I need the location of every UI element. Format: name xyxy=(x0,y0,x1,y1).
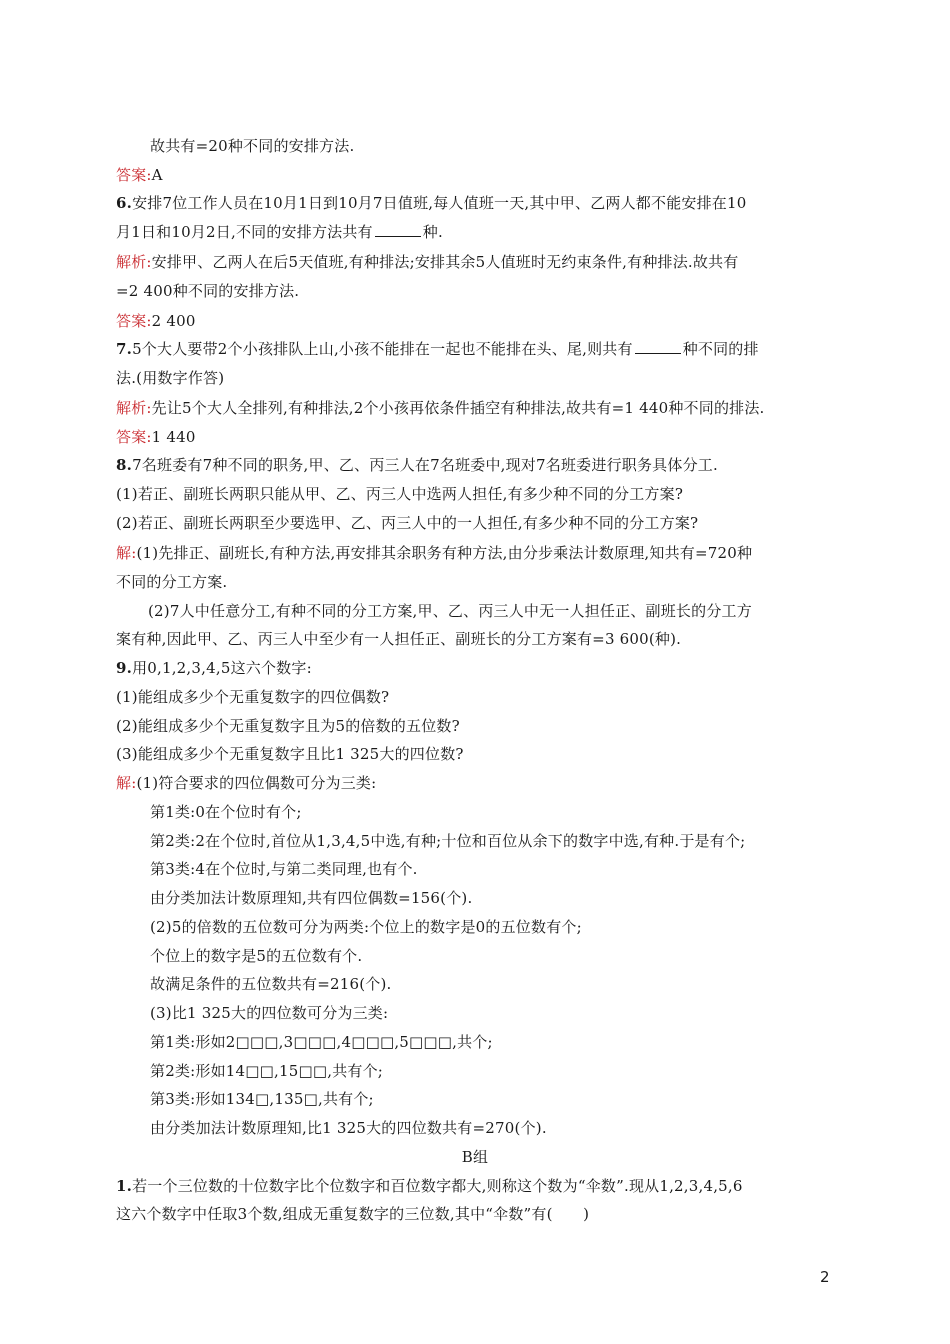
line-text: 用0,1,2,3,4,5这六个数字: xyxy=(132,659,312,677)
line-text: 若一个三位数的十位数字比个位数字和百位数字都大,则称这个数为“伞数”.现从1,2,3,4,5,6 xyxy=(132,1177,743,1195)
line-text: 故共有=20种不同的安排方法. xyxy=(150,137,355,155)
text-line xyxy=(116,193,846,213)
line-text: 先让5个大人全排列,有种排法,2个小孩再依条件插空有种排法,故共有=1 440种不同的排法. xyxy=(151,399,765,417)
text-line xyxy=(116,281,846,301)
text-line xyxy=(116,572,846,592)
answer-label: 解: xyxy=(116,544,137,562)
line-text: (1)符合要求的四位偶数可分为三类: xyxy=(136,774,377,792)
line-text: 第3类:形如134□,135□,共有个; xyxy=(150,1090,374,1108)
line-text: A xyxy=(151,166,163,184)
line-text: (3)能组成多少个无重复数字且比1 325大的四位数? xyxy=(116,745,464,763)
line-text: 由分类加法计数原理知,比1 325大的四位数共有=270(个). xyxy=(150,1119,547,1137)
answer-label: 解析: xyxy=(116,399,152,417)
question-number: 1. xyxy=(116,1177,133,1195)
text-line xyxy=(150,1003,880,1023)
line-text: 7名班委有7种不同的职务,甲、乙、丙三人在7名班委中,现对7名班委进行职务具体分工. xyxy=(132,456,718,474)
text-line xyxy=(150,1089,880,1109)
text-line xyxy=(116,398,846,418)
text-line xyxy=(150,974,880,994)
text-line xyxy=(116,716,846,736)
answer-label: 解析: xyxy=(116,253,152,271)
line-text: 故满足条件的五位数共有=216(个). xyxy=(150,975,392,993)
line-text: 安排甲、乙两人在后5天值班,有种排法;安排其余5人值班时无约束条件,有种排法.故共有 xyxy=(151,253,739,271)
text-line xyxy=(116,629,846,649)
line-text: (2)若正、副班长两职至少要选甲、乙、丙三人中的一人担任,有多少种不同的分工方案? xyxy=(116,514,699,532)
line-text: (2)7人中任意分工,有种不同的分工方案,甲、乙、丙三人中无一人担任正、副班长的分工方 xyxy=(148,602,752,620)
line-text: 第1类:0在个位时有个; xyxy=(150,803,302,821)
line-text: (1)若正、副班长两职只能从甲、乙、丙三人中选两人担任,有多少种不同的分工方案? xyxy=(116,485,684,503)
line-text: (1)能组成多少个无重复数字的四位偶数? xyxy=(116,688,390,706)
text-line xyxy=(116,311,846,331)
question-number: 7. xyxy=(116,340,133,358)
question-number: 8. xyxy=(116,456,133,474)
line-text: 1 440 xyxy=(151,428,196,446)
text-line xyxy=(116,455,846,475)
text-line xyxy=(116,484,846,504)
text-line xyxy=(116,658,846,678)
line-text: 第3类:4在个位时,与第二类同理,也有个. xyxy=(150,860,418,878)
answer-label: 答案: xyxy=(116,166,152,184)
fill-in-blank xyxy=(375,222,421,237)
line-text: 月1日和10月2日,不同的安排方法共有 xyxy=(116,223,373,241)
answer-label: 解: xyxy=(116,774,137,792)
text-line xyxy=(150,831,880,851)
line-text: 安排7位工作人员在10月1日到10月7日值班,每人值班一天,其中甲、乙两人都不能安排在10 xyxy=(132,194,747,212)
line-text: (2)能组成多少个无重复数字且为5的倍数的五位数? xyxy=(116,717,460,735)
text-line xyxy=(150,802,880,822)
text-line xyxy=(116,687,846,707)
text-line xyxy=(116,773,846,793)
line-text: (1)先排正、副班长,有种方法,再安排其余职务有种方法,由分步乘法计数原理,知共有=720种 xyxy=(136,544,753,562)
text-line xyxy=(116,744,846,764)
text-line xyxy=(150,136,880,156)
text-line xyxy=(150,917,880,937)
text-line xyxy=(150,946,880,966)
line-text: 由分类加法计数原理知,共有四位偶数=156(个). xyxy=(150,889,473,907)
line-text: 不同的分工方案. xyxy=(116,573,228,591)
line-text: 第2类:形如14□□,15□□,共有个; xyxy=(150,1062,384,1080)
text-line xyxy=(116,368,846,388)
text-line xyxy=(0,1147,950,1167)
fill-in-blank xyxy=(635,339,681,354)
text-line xyxy=(116,252,846,272)
text-line xyxy=(116,1204,846,1224)
text-line xyxy=(150,1118,880,1138)
text-line xyxy=(116,339,846,359)
line-text: 5个大人要带2个小孩排队上山,小孩不能排在一起也不能排在头、尾,则共有 xyxy=(132,340,633,358)
line-text: B组 xyxy=(461,1148,489,1166)
line-text: 个位上的数字是5的五位数有个. xyxy=(150,947,363,965)
answer-label: 答案: xyxy=(116,428,152,446)
answer-label: 答案: xyxy=(116,312,152,330)
text-line xyxy=(150,1032,880,1052)
text-line xyxy=(150,859,880,879)
line-text-after-blank: 种不同的排 xyxy=(682,340,759,358)
question-number: 9. xyxy=(116,659,133,677)
text-line xyxy=(116,222,846,242)
line-text: 第2类:2在个位时,首位从1,3,4,5中选,有种;十位和百位从余下的数字中选,有种.于是有个; xyxy=(150,832,746,850)
text-line xyxy=(116,513,846,533)
line-text: 2 400 xyxy=(151,312,196,330)
line-text: 法.(用数字作答) xyxy=(116,369,225,387)
line-text: 案有种,因此甲、乙、丙三人中至少有一人担任正、副班长的分工方案有=3 600(种). xyxy=(116,630,682,648)
page-number: 2 xyxy=(820,1268,830,1286)
text-line xyxy=(116,165,846,185)
question-number: 6. xyxy=(116,194,133,212)
text-line xyxy=(116,427,846,447)
text-line xyxy=(150,1061,880,1081)
line-text: 第1类:形如2□□□,3□□□,4□□□,5□□□,共个; xyxy=(150,1033,493,1051)
text-line xyxy=(150,888,880,908)
line-text: =2 400种不同的安排方法. xyxy=(116,282,300,300)
text-line xyxy=(116,1176,846,1196)
line-text: (2)5的倍数的五位数可分为两类:个位上的数字是0的五位数有个; xyxy=(150,918,582,936)
line-text: 这六个数字中任取3个数,组成无重复数字的三位数,其中“伞数”有( ) xyxy=(116,1205,590,1223)
text-line xyxy=(116,543,846,563)
text-line xyxy=(148,601,878,621)
line-text: (3)比1 325大的四位数可分为三类: xyxy=(150,1004,389,1022)
line-text-after-blank: 种. xyxy=(422,223,443,241)
